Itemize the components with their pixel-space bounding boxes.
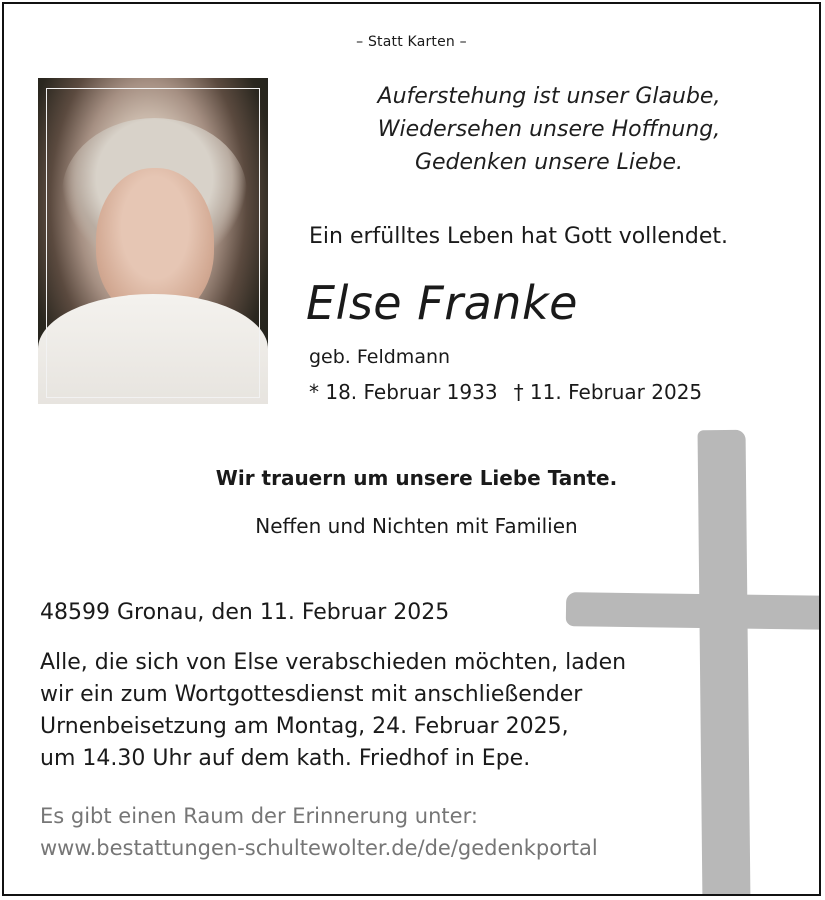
memorial-portal — [40, 800, 598, 864]
portrait-inner-frame — [46, 88, 260, 398]
intro-line: Ein erfülltes Leben hat Gott vollendet. — [309, 224, 728, 249]
memorial-text: Es gibt einen Raum der Erinnerung unter: — [40, 804, 478, 828]
life-dates — [309, 380, 702, 404]
bible-quote — [304, 80, 794, 179]
mourners-family: Neffen und Nichten mit Familien — [255, 514, 578, 538]
mourning-statement: Wir trauern um unsere Liebe Tante. — [215, 466, 618, 490]
quote-line: Wiedersehen unsere Hoffnung, — [377, 117, 721, 142]
cross-icon-vertical-bar — [698, 430, 751, 896]
quote-line: Gedenken unsere Liebe. — [414, 150, 684, 175]
service-line: Urnenbeisetzung am Montag, 24. Februar 2025, — [40, 714, 569, 739]
service-line: wir ein zum Wortgottesdienst mit anschließender — [40, 682, 583, 707]
service-details — [40, 647, 626, 775]
service-line: um 14.30 Uhr auf dem kath. Friedhof in Epe. — [40, 746, 531, 771]
place-and-date: 48599 Gronau, den 11. Februar 2025 — [40, 600, 450, 625]
birth-date: * 18. Februar 1933 — [309, 380, 498, 404]
service-line: Alle, die sich von Else verabschieden möchten, laden — [40, 650, 627, 675]
memorial-url-link[interactable]: www.bestattungen-schultewolter.de/de/gedenkportal — [40, 836, 598, 860]
portrait-photo — [38, 78, 268, 404]
birth-name: geb. Feldmann — [309, 346, 451, 368]
kicker-text: – Statt Karten – — [356, 34, 467, 50]
cross-icon-horizontal-bar — [566, 592, 821, 630]
deceased-name: Else Franke — [306, 276, 578, 330]
obituary-card — [2, 2, 821, 896]
death-date: † 11. Februar 2025 — [513, 380, 703, 404]
quote-line: Auferstehung ist unser Glaube, — [377, 84, 721, 109]
